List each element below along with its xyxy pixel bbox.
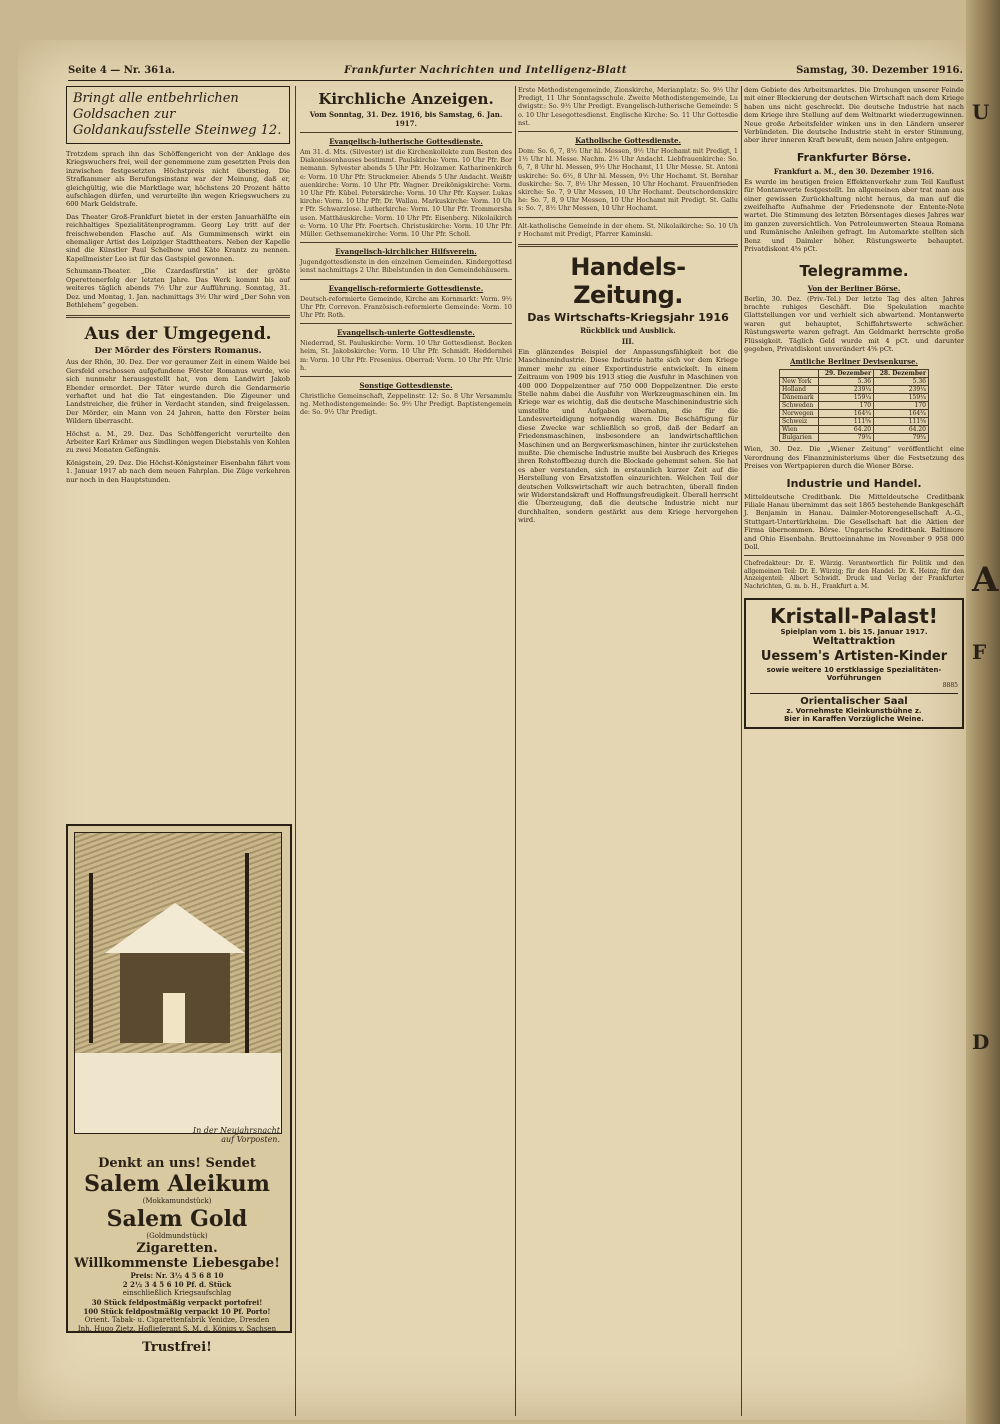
orient-drinks: Bier in Karaffen Vorzügliche Weine. <box>784 715 924 724</box>
table-cell: 164¾ <box>874 410 929 418</box>
divider <box>300 279 512 280</box>
orient-saal <box>750 693 958 723</box>
kristall-more: sowie weitere 10 erstklassige Spezialitäten-Vorführungen <box>766 666 942 683</box>
table-row <box>780 386 929 394</box>
ad-slogan: Denkt an uns! Sendet <box>98 1156 256 1171</box>
table-header: 28. Dezember <box>874 370 929 378</box>
table-row <box>780 378 929 386</box>
tree-trunk <box>245 853 249 1053</box>
header-page-number: Seite 4 — Nr. 361a. <box>68 64 176 76</box>
table-header <box>780 370 819 378</box>
boerse-dateline: Frankfurt a. M., den 30. Dezember 1916. <box>773 166 935 176</box>
snow-ground <box>75 1053 281 1133</box>
table-cell: Holland <box>780 386 819 394</box>
column-3 <box>518 86 738 1416</box>
snowy-roof <box>105 903 245 953</box>
table-cell: 79¾ <box>874 434 929 442</box>
ad-trustfrei: Trustfrei! <box>142 1340 212 1355</box>
table-cell: 64.20 <box>874 426 929 434</box>
orient-sub: z. Vornehmste Kleinkunstbühne z. <box>786 707 922 716</box>
table-cell: 159¼ <box>874 394 929 402</box>
table-cell: 164¾ <box>819 410 874 418</box>
telegram-report: Berlin, 30. Dez. (Priv.-Tel.) Der letzte Tag des alten Jahres brachte ruhiges Geschäft. Die Spekulation machte Glattstellungen vor und verhielt sich abwartend. Montanwerte waren gut behauptet, Schiffahrtswerte schwächer. Rüstungswerte waren gefragt. Am Geldmarkt herrschte große Flüssigkeit. Täglich Geld wurde mit 4 pCt. und darunter gegeben, Privatdiskont unverändert 4⅝ pCt. <box>744 294 964 353</box>
boerse-title: Frankfurter Börse. <box>796 150 912 164</box>
church-heading: Katholische Gottesdienste. <box>575 136 681 146</box>
table-cell: 111⅝ <box>874 418 929 426</box>
column-2 <box>300 86 512 1416</box>
ad-note: einschließlich Kriegsaufschlag <box>122 1289 232 1297</box>
table-row <box>780 426 929 434</box>
church-listing: Erste Methodistengemeinde, Zionskirche, Merianplatz: So. 9½ Uhr Predigt, 11 Uhr Sonntagsschule. Zweite Methodistengemeinde, Ludwigstr.: So. 9½ Uhr Predigt. Evangelisch-lutherische Gemeinde: So. 10 Uhr Lesegottesdienst. Englische Kirche: So. 11 Uhr Gottesdienst. <box>518 86 738 127</box>
brand-sub: (Mokkamundstück) <box>142 1197 212 1205</box>
church-listing: Niederrad, St. Pauluskirche: Vorm. 10 Uhr Gottesdienst. Bockenheim, St. Jakobskirche: Vorm. 10 Uhr Pfr. Schmidt. Heddernheim: Vorm. 10 Uhr Pfr. Fresenius. Oberrad: Vorm. 10 Uhr Pfr. Ulrich. <box>300 339 512 372</box>
church-listing: Christliche Gemeinschaft, Zeppelinstr. 12: So. 8 Uhr Versammlung. Methodistengemeinde: So. 9½ Uhr Predigt. Baptistengemeinde: So. 9½ Uhr Predigt. <box>300 392 512 417</box>
table-header-row <box>780 370 929 378</box>
divider <box>518 244 738 247</box>
kristall-palast-ad <box>744 598 964 729</box>
section-subtitle: Vom Sonntag, 31. Dez. 1916, bis Samstag, 6. Jan. 1917. <box>309 110 503 128</box>
kristall-program: Spielplan vom 1. bis 15. Januar 1917. <box>780 628 928 637</box>
article-paragraph: Schumann-Theater. „Die Czardasfürstin“ ist der größte Operettenerfolg der letzten Jahre. Das Werk kommt bis auf weiteres täglich abends 7½ Uhr zur Aufführung. Sonntag, 31. Dez. und Montag, 1. Jan. nachmittags 3½ Uhr wird „Der Sohn von Bethlehem“ gegeben. <box>66 267 290 309</box>
column-4 <box>744 86 964 1416</box>
kristall-attraction: Weltattraktion <box>812 636 896 648</box>
table-row <box>780 410 929 418</box>
divider <box>300 132 512 133</box>
table-cell: 170 <box>819 402 874 410</box>
table-cell: 170 <box>874 402 929 410</box>
edge-letter: D <box>972 1030 990 1054</box>
ad-price: Preis: Nr. 3½ 4 5 6 8 10 <box>130 1271 224 1280</box>
table-cell: New York <box>780 378 819 386</box>
telegramme-title: Telegramme. <box>799 261 909 280</box>
church-listing: Alt-katholische Gemeinde in der ehem. St. Nikolaikirche: So. 10 Uhr Hochamt mit Predigt, Pfarrer Kaminski. <box>518 221 738 238</box>
page-header <box>68 60 963 81</box>
table-cell: 64.20 <box>819 426 874 434</box>
handels-zeitung-title: Handels-Zeitung. <box>570 253 686 310</box>
section-subtitle: Der Mörder des Försters Romanus. <box>94 346 262 357</box>
wien-report: Wien, 30. Dez. Die „Wiener Zeitung“ veröffentlicht eine Verordnung des Finanzministeriums über die Festsetzung des Preises von Wertpapieren durch die Wiener Börse. <box>744 445 964 471</box>
table-cell: Schweiz <box>780 418 819 426</box>
exchange-rates-table <box>779 369 929 442</box>
divider <box>518 217 738 218</box>
table-cell: Dänemark <box>780 394 819 402</box>
divider <box>518 131 738 132</box>
table-cell: 79¾ <box>819 434 874 442</box>
header-masthead: Frankfurter Nachrichten und Intelligenz-Blatt <box>344 64 627 76</box>
table-cell: Bulgarien <box>780 434 819 442</box>
imprint: Chefredakteur: Dr. E. Würzig. Verantwortlich für Politik und den allgemeinen Teil: Dr. E. Würzig; für den Handel: Dr. K. Heinz; für den Anzeigenteil: Albert Schwidt. Druck und Verlag der Frankfurter Nachrichten, G. m. b. H., Frankfurt a. M. <box>744 560 964 590</box>
table-cell: Wien <box>780 426 819 434</box>
church-listing: Am 31. d. Mts. (Silvester) ist die Kirchenkollekte zum Besten des Diakonissenhauses bestimmt. Paulskirche: Vorm. 10 Uhr Pfr. Bornemann. Sylvester abends 5 Uhr Pfr. Holzamer. Katharinenkirche: Vorm. 10 Uhr Pfr. Struckmeier. Abends 5 Uhr Andacht. Weißfrauenkirche: Vorm. 10 Uhr Pfr. Wagner. Dreikönigskirche: Vorm. 10 Uhr Pfr. Kübel. Peterskirche: Vorm. 10 Uhr Pfr. Kayser. Lukaskirche: Vorm. 10 Uhr Pfr. Dr. Wallau. Markuskirche: Vorm. 10 Uhr Pfr. Schwarzlose. Lutherkirche: Vorm. 10 Uhr Pfr. Trommershausen. Matthäuskirche: Vorm. 10 Uhr Pfr. Eisenberg. Nikolaikirche: Vorm. 10 Uhr Pfr. Foertsch. Christuskirche: Vorm. 10 Uhr Pfr. Müller. Gethsemanekirche: Vorm. 10 Uhr Pfr. Scholl. <box>300 148 512 239</box>
column-rule <box>741 86 742 1416</box>
kristall-headliner: Uessem's Artisten-Kinder <box>760 649 948 665</box>
industrie-title: Industrie und Handel. <box>786 476 922 490</box>
table-cell: Norwegen <box>780 410 819 418</box>
lit-doorway <box>163 993 185 1043</box>
industrie-report: Mitteldeutsche Creditbank. Die Mitteldeutsche Creditbank Filiale Hanau übernimmt das seit 1865 bestehende Bankgeschäft J. Benjamin in Hanau. Daimler-Motorengesellschaft A.-G., Stuttgart-Untertürkheim. Die Gesellschaft hat die Aktien der Firma übernommen. Börse. Ungarische Kreditbank. Baltimore and Ohio Eisenbahn. Bruttoeinnahme im November 9 958 000 Doll. <box>744 492 964 551</box>
church-heading: Evangelisch-reformierte Gottesdienste. <box>328 283 484 293</box>
ad-body <box>74 1156 280 1355</box>
article-paragraph: Aus der Rhön, 30. Dez. Der vor geraumer Zeit in einem Walde bei Gersfeld erschossen aufgefundene Förster Romanus wurde, wie sich nunmehr herausgestellt hat, von dem Landwirt Jakob Ebender ermordet. Der Täter wurde durch die Gendarmerie verhaftet und hat die Tat eingestanden. Die Zigeuner und Landstreicher, die früher in Verdacht standen, sind freigelassen. Der Mörder, ein Mann von 24 Jahren, hatte den Förster beim Wildern überrascht. <box>66 358 290 426</box>
table-cell: 239¼ <box>874 386 929 394</box>
table-cell: 159¼ <box>819 394 874 402</box>
table-row <box>780 402 929 410</box>
church-listing: Jugendgottesdienste in den einzelnen Gemeinden. Kindergottesdienst nachmittags 2 Uhr. Bibelstunden in den Gemeindehäusern. <box>300 258 512 275</box>
church-heading: Evangelisch-lutherische Gottesdienste. <box>329 137 483 146</box>
ad-headline: Willkommenste Liebesgabe! <box>74 1256 280 1271</box>
article-paragraph: Höchst a. M., 29. Dez. Das Schöffengericht verurteilte den Arbeiter Karl Krämer aus Sindlingen wegen Diebstahls von Kohlen zu zwei Monaten Gefängnis. <box>66 429 290 455</box>
salem-aleikum-ad <box>66 824 292 1355</box>
section-title: Kirchliche Anzeigen. <box>318 90 494 108</box>
gold-ad <box>66 86 290 144</box>
divider <box>300 242 512 243</box>
kristall-number: 8885 <box>942 682 958 690</box>
brand-salem-aleikum: Salem Aleikum <box>84 1171 270 1197</box>
article-part-number: III. <box>621 337 635 347</box>
ad-maker: Orient. Tabak- u. Cigarettenfabrik Yenidze, Dresden <box>84 1316 270 1324</box>
edge-letter: F <box>972 640 987 664</box>
adjacent-page-edge <box>966 0 1000 1424</box>
boerse-report: Es wurde im heutigen freien Effektenverkehr zum Teil Kauflust für Montanwerte festgestellt. Im allgemeinen aber trat man aus einer gewissen Zurückhaltung nicht heraus, da man auf die zweifelhafte Aufnahme der Friedensnote der Entente-Note wartet. Die Stimmung des letzten Börsentages dieses Jahres war im ganzen zuversichtlich. Von Petroleumwerten Steaua Romana und Rumänische Anleihen gefragt. Im Automarkte stellten sich Benz und Daimler höher. Rüstungswerte behauptet. Privatdiskont 4⅝ pCt. <box>744 177 964 254</box>
ad-price: 2 2½ 3 4 5 6 10 Pf. d. Stück <box>122 1280 232 1289</box>
gold-ad-text: Bringt alle entbehrlichen Goldsachen zur Goldankaufsstelle Steinweg 12. <box>73 91 282 138</box>
edge-letter: A <box>972 560 999 600</box>
column-rule <box>295 86 296 1416</box>
divider <box>66 315 290 318</box>
divider <box>300 323 512 324</box>
article-subtitle: Rückblick und Ausblick. <box>580 326 676 336</box>
orient-title: Orientalischer Saal <box>800 696 908 708</box>
rates-title: Amtliche Berliner Devisenkurse. <box>790 357 918 367</box>
kristall-title: Kristall-Palast! <box>770 604 938 629</box>
article-paragraph: Das Theater Groß-Frankfurt bietet in der ersten Januarhälfte ein reichhaltiges Spezialitätenprogramm. Georg Ley tritt auf der freischwebenden Flasche auf. Als Gummimensch wirkt ein ehemaliger Artist des Leipziger Stadttheaters. Neben der Kapelle sind die Künstler Paul Schelbow und Käte Krantz zu nennen. Kapellmeister Leo ist für das Gastspiel gewonnen. <box>66 212 290 263</box>
divider <box>744 555 964 556</box>
divider <box>300 376 512 377</box>
table-header: 29. Dezember <box>819 370 874 378</box>
table-row <box>780 434 929 442</box>
header-date: Samstag, 30. Dezember 1916. <box>796 64 963 76</box>
article-paragraph: Königstein, 29. Dez. Die Höchst-Königsteiner Eisenbahn fährt vom 1. Januar 1917 ab nach dem neuen Fahrplan. Die Züge verkehren nur noch in den Hauptstunden. <box>66 458 290 484</box>
table-cell: 5.36 <box>874 378 929 386</box>
ad-illustration <box>74 832 282 1134</box>
church-heading: Evangelisch-kirchlicher Hilfsverein. <box>335 247 477 257</box>
ad-maker: Inh. Hugo Zietz, Hoflieferant S. M. d. Königs v. Sachsen <box>77 1325 277 1333</box>
telegramme-subtitle: Von der Berliner Börse. <box>807 283 901 293</box>
ad-product: Zigaretten. <box>136 1241 218 1256</box>
church-heading: Sonstige Gottesdienste. <box>359 381 453 391</box>
table-cell: 239¼ <box>819 386 874 394</box>
table-cell: Schweden <box>780 402 819 410</box>
ad-note: 30 Stück feldpostmäßig verpackt portofrei! <box>91 1298 263 1307</box>
article-body: Ein glänzendes Beispiel der Anpassungsfähigkeit bot die Maschinenindustrie. Diese Industrie hatte sich vor dem Kriege immer mehr zu einer Exportindustrie entwickelt. In einem Zeitraum von 1909 bis 1913 stieg die Ausfuhr in Maschinen von 400 000 Doppelzentner auf 750 000 Doppelzentner. Die erste Stelle nahm dabei die Ausfuhr von Werkzeugmaschinen ein. Im Kriege war es wichtig, daß die deutsche Maschinenindustrie sich umstellte und Aufgaben übernahm, die für die Landesverteidigung notwendig waren. Die Beschäftigung für diese Zwecke war schließlich so groß, daß der Bedarf an Friedensmaschinen, insbesondere an landwirtschaftlichen Maschinen und an Bergwerksmaschinen, hinter ihr zurückstehen mußte. Die chemische Industrie mußte bei Ausbruch des Krieges ihren Rohstoffbezug durch die Blockade gehemmt sehen. Sie hat es aber verstanden, sich in erstaunlich kurzer Zeit auf die Herstellung von Ersatzstoffen einzurichten. Welchen Teil der deutschen Volkswirtschaft wir auch betrachten, überall finden wir Widerstandskraft und Hoffnungsfreudigkeit. Überall herrscht die Überzeugung, daß die deutsche Industrie nicht nur durchhalten, sondern gestärkt aus dem Kriege hervorgehen wird. <box>518 348 738 525</box>
tree-trunk <box>89 873 93 1043</box>
article-paragraph: Trotzdem sprach ihn das Schöffengericht von der Anklage des Kriegswuchers frei, weil der genommene zum gesetzten Preis den inzwischen festgesetzten Höchstpreis nicht überstieg. Die Strafkammer als Berufungsinstanz war der Meinung, daß er, gleichgültig, wie die Marktlage war, höchstens 20 Prozent hätte aufschlagen dürfen, und verurteilte ihn wegen Kriegswuchers zu 600 Mark Geldstrafe. <box>66 150 290 209</box>
ad-caption: In der Neujahrsnacht auf Vorposten. <box>192 1126 280 1144</box>
table-row <box>780 418 929 426</box>
table-cell: 5.36 <box>819 378 874 386</box>
article-title: Das Wirtschafts-Kriegsjahr 1916 <box>527 311 729 325</box>
edge-letter: U <box>972 100 990 124</box>
brand-salem-gold: Salem Gold <box>106 1206 248 1232</box>
column-rule <box>515 86 516 1416</box>
article-paragraph: dem Gebiete des Arbeitsmarktes. Die Drohungen unserer Feinde mit einer Blockierung der deutschen Wirtschaft nach dem Kriege haben uns nicht geschreckt. Die deutsche Industrie hat nach dem Kriege ihre Stellung auf dem Weltmarkt wiederzugewinnen. Neue große Arbeitsfelder winken uns in den Ländern unserer Verbündeten. Die deutsche Industrie steht in erster Stimmung, aber ihrer inneren Kraft bewußt, dem neuen Jahre entgegen. <box>744 86 964 145</box>
brand-sub: (Goldmundstück) <box>146 1232 208 1240</box>
church-listing: Deutsch-reformierte Gemeinde, Kirche am Kornmarkt: Vorm. 9½ Uhr Pfr. Correvon. Französisch-reformierte Gemeinde: Vorm. 10 Uhr Pfr. Roth. <box>300 294 512 320</box>
church-heading: Evangelisch-unierte Gottesdienste. <box>337 328 475 338</box>
ad-note: 100 Stück feldpostmäßig verpackt 10 Pf. Porto! <box>83 1307 271 1316</box>
table-cell: 111⅝ <box>819 418 874 426</box>
section-title: Aus der Umgegend. <box>84 324 272 345</box>
church-listing: Dom: So. 6, 7, 8½ Uhr hl. Messen, 9½ Uhr Hochamt mit Predigt, 11½ Uhr hl. Messe. Nachm. 2½ Uhr Andacht. Liebfrauenkirche: So. 6, 7, 8 Uhr hl. Messen, 9½ Uhr Hochamt, 11 Uhr Messe. St. Antoniuskirche: So. 6½, 8 Uhr hl. Messen, 9½ Uhr Hochamt. St. Bernharduskirche: So. 7, 8½ Uhr Messen, 10 Uhr Hochamt. Frauenfriedenskirche: So. 7, 9 Uhr Messen, 10 Uhr Hochamt. Deutschordenskirche: So. 7, 8, 9 Uhr Messen, 10 Uhr Hochamt mit Predigt. St. Gallus: So. 7, 8½ Uhr Messen, 10 Uhr Hochamt. <box>518 147 738 213</box>
table-row <box>780 394 929 402</box>
